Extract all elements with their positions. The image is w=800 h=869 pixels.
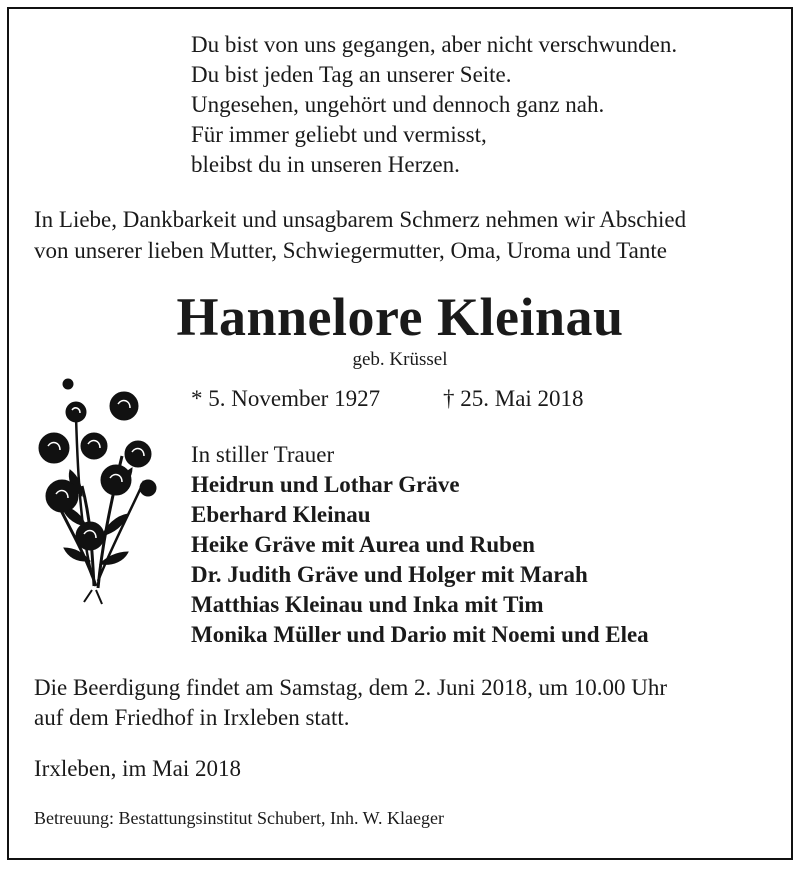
mourner-entry: Eberhard Kleinau bbox=[191, 502, 371, 527]
mourners-list bbox=[191, 440, 649, 650]
poem-line: bleibst du in unseren Herzen. bbox=[191, 152, 460, 177]
poem-line: Du bist jeden Tag an unserer Seite. bbox=[191, 62, 512, 87]
funeral-home-credit: Betreuung: Bestattungsinstitut Schubert, Inh. W. Klaeger bbox=[34, 808, 444, 828]
deceased-name: Hannelore Kleinau bbox=[176, 287, 624, 347]
mourner-entry: Dr. Judith Gräve und Holger mit Marah bbox=[191, 562, 588, 587]
mourner-entry: Monika Müller und Dario mit Noemi und Elea bbox=[191, 622, 649, 647]
funeral-line: Die Beerdigung findet am Samstag, dem 2. Juni 2018, um 10.00 Uhr bbox=[34, 675, 668, 700]
mourner-entry: Heidrun und Lothar Gräve bbox=[191, 472, 460, 497]
death-date: † 25. Mai 2018 bbox=[443, 386, 584, 411]
place-and-date: Irxleben, im Mai 2018 bbox=[34, 756, 241, 781]
poem-line: Ungesehen, ungehört und dennoch ganz nah. bbox=[191, 92, 605, 117]
funeral-line: auf dem Friedhof in Irxleben statt. bbox=[34, 705, 350, 730]
birth-date: * 5. November 1927 bbox=[191, 386, 381, 411]
life-dates bbox=[191, 384, 584, 414]
rose-bouquet-icon bbox=[32, 376, 164, 606]
mourners-heading: In stiller Trauer bbox=[191, 442, 335, 467]
poem-line: Für immer geliebt und vermisst, bbox=[191, 122, 487, 147]
funeral-info bbox=[34, 673, 667, 733]
farewell-intro bbox=[34, 204, 686, 266]
mourner-entry: Matthias Kleinau und Inka mit Tim bbox=[191, 592, 544, 617]
mourner-entry: Heike Gräve mit Aurea und Ruben bbox=[191, 532, 535, 557]
poem-line: Du bist von uns gegangen, aber nicht verschwunden. bbox=[191, 32, 678, 57]
intro-line: von unserer lieben Mutter, Schwiegermutter, Oma, Uroma und Tante bbox=[34, 238, 667, 263]
intro-line: In Liebe, Dankbarkeit und unsagbarem Schmerz nehmen wir Abschied bbox=[34, 207, 687, 232]
poem bbox=[191, 30, 677, 180]
birth-name: geb. Krüssel bbox=[352, 349, 448, 370]
